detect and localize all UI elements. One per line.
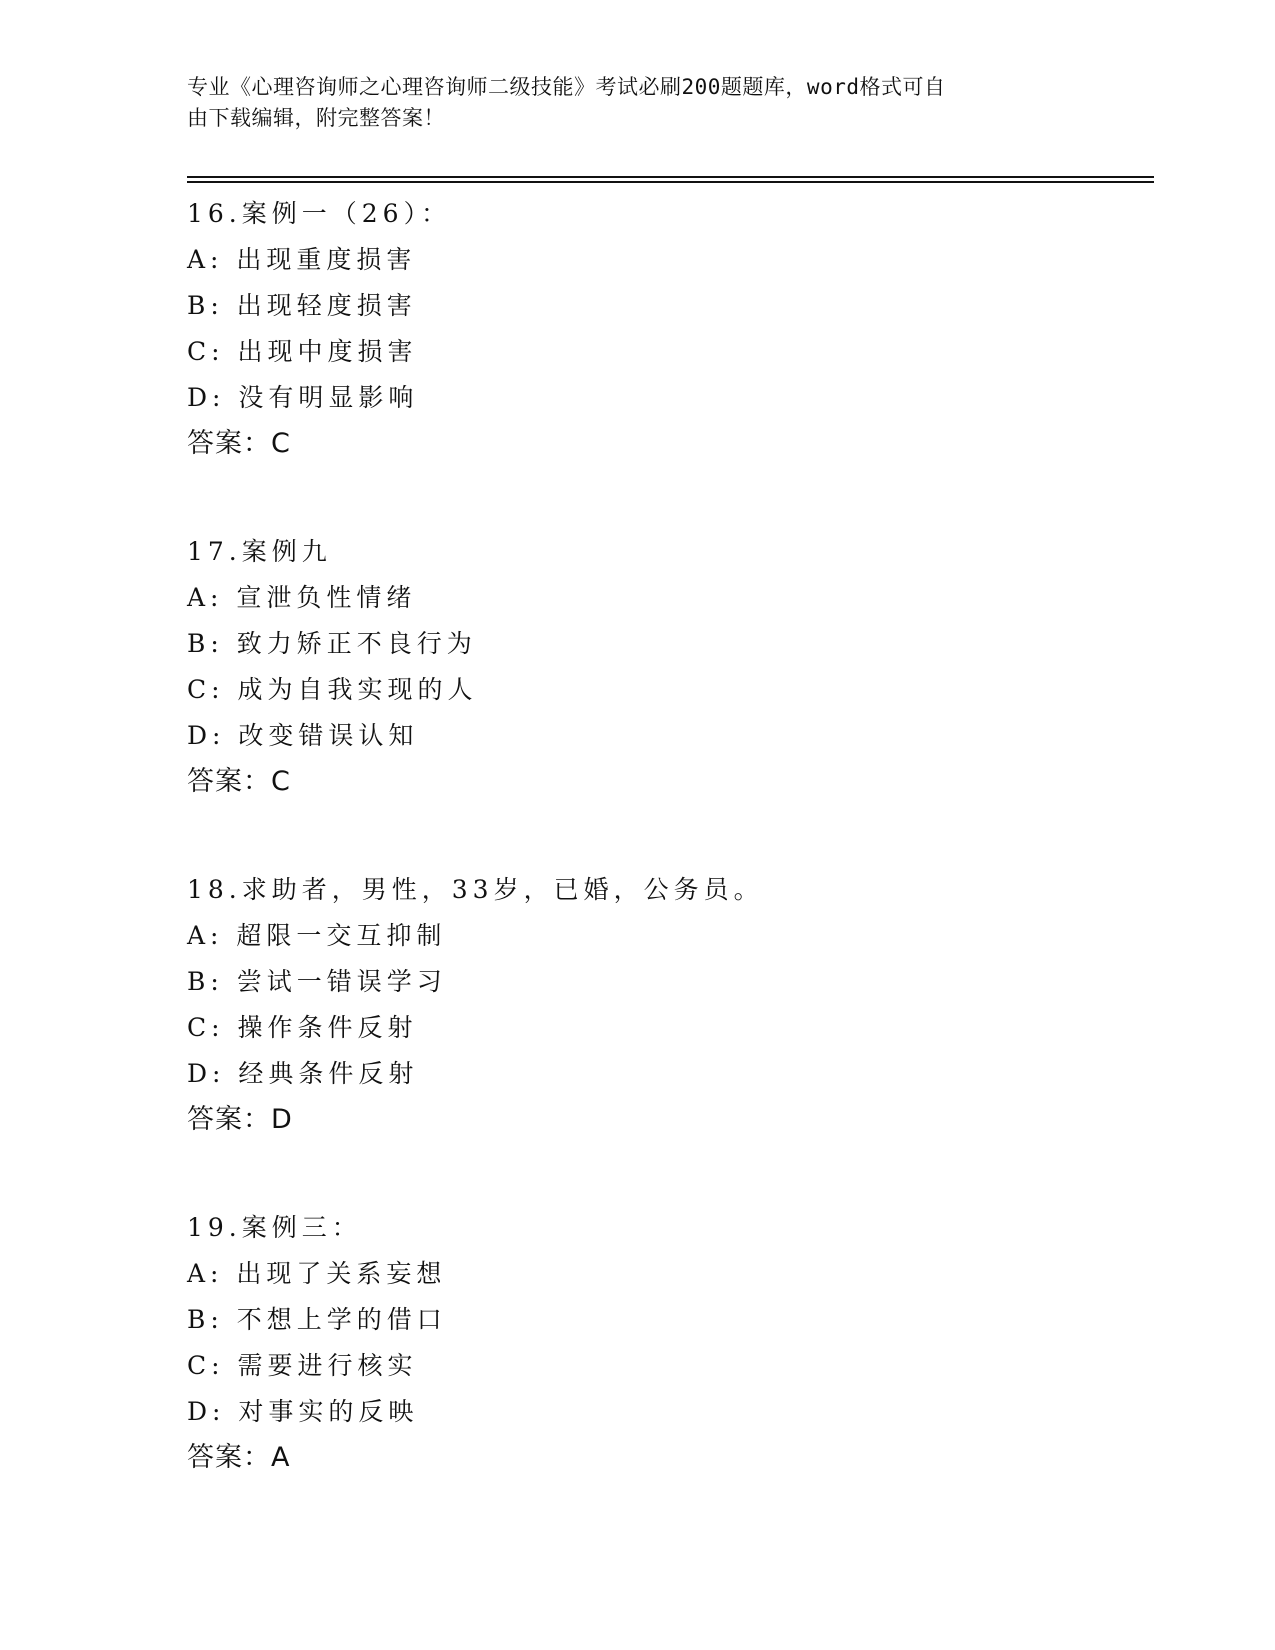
option-a: A: 宣泄负性情绪 [187,583,417,612]
header-divider-bottom [187,181,1154,183]
question-list [187,191,1147,1543]
question-title: 17.案例九 [187,537,332,566]
question-16 [187,191,1147,467]
answer-line: 答案：A [187,1442,291,1473]
question-title: 19.案例三： [187,1213,362,1242]
document-header [187,72,1067,134]
option-c: C: 需要进行核实 [187,1351,418,1380]
answer-line: 答案：D [187,1104,293,1135]
answer-line: 答案：C [187,428,291,459]
option-d: D: 对事实的反映 [187,1397,419,1426]
header-line-2: 由下载编辑，附完整答案！ [187,106,445,130]
question-title: 16.案例一（26）： [187,199,452,228]
option-a: A: 出现了关系妄想 [187,1259,447,1288]
question-19 [187,1205,1147,1481]
option-d: D: 改变错误认知 [187,721,419,750]
option-b: B: 出现轻度损害 [187,291,417,320]
option-d: D: 经典条件反射 [187,1059,419,1088]
header-line-1: 专业《心理咨询师之心理咨询师二级技能》考试必刷200题题库，word格式可自 [187,75,946,99]
option-b: B: 尝试一错误学习 [187,967,447,996]
option-b: B: 不想上学的借口 [187,1305,447,1334]
question-title: 18.求助者，男性，33岁，已婚，公务员。 [187,875,764,904]
answer-line: 答案：C [187,766,291,797]
option-c: C: 成为自我实现的人 [187,675,478,704]
option-c: C: 操作条件反射 [187,1013,418,1042]
question-17 [187,529,1147,805]
header-divider-top [187,176,1154,178]
option-a: A: 超限一交互抑制 [187,921,447,950]
option-a: A: 出现重度损害 [187,245,417,274]
option-d: D: 没有明显影响 [187,383,419,412]
option-b: B: 致力矫正不良行为 [187,629,477,658]
question-18 [187,867,1147,1143]
option-c: C: 出现中度损害 [187,337,418,366]
